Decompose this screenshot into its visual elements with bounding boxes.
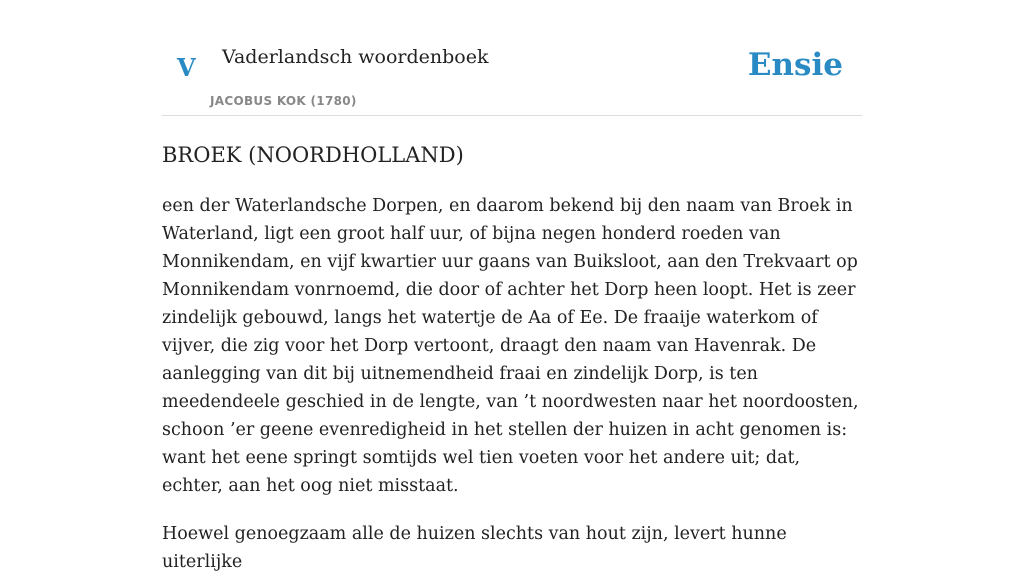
entry-title: BROEK (NOORDHOLLAND) xyxy=(162,143,464,167)
entry-paragraph: een der Waterlandsche Dorpen, en daarom bekend bij den naam van Broek in Waterland, ligt een groot half uur, of bijna negen honderd roeden van Monnikendam, en vijf kwartier uur gaans van Buiksloot, aan den Trekvaart op Monnikendam vonrnoemd, die door of achter het Dorp heen loopt. Het is zeer zindelijk gebouwd, langs het watertje de Aa of Ee. De fraaije waterkom of vijver, die zig voor het Dorp vertoont, draagt den naam van Havenrak. De aanlegging van dit bij uitnemendheid fraai en zindelijk Dorp, is ten meedendeele geschied in de lengte, van ’t noordwesten naar het noordoosten, schoon ’er geene evenredigheid in het stellen der huizen in acht genomen is: want het eene springt somtijds wel tien voeten voor het andere uit; dat, echter, aan het oog niet misstaat. xyxy=(162,196,859,497)
page-container xyxy=(162,0,862,576)
book-title[interactable]: Vaderlandsch woordenboek xyxy=(222,46,489,68)
book-author: JACOBUS KOK (1780) xyxy=(210,94,357,108)
ensie-logo[interactable]: Ensie xyxy=(747,47,843,83)
entry-body xyxy=(162,192,862,576)
entry-paragraph: Hoewel genoegzaam alle de huizen slechts van hout zijn, levert hunne uiterlijke xyxy=(162,524,787,573)
book-letter[interactable]: V xyxy=(177,53,196,82)
book-header xyxy=(162,0,862,116)
